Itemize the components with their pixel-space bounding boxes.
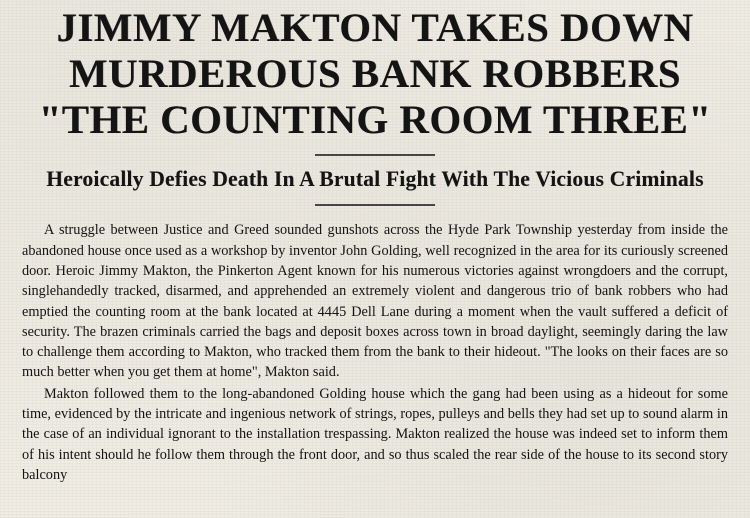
article-body	[16, 220, 734, 485]
headline-line-2: MURDEROUS BANK ROBBERS	[69, 50, 681, 96]
headline	[16, 5, 734, 142]
divider-rule-top	[315, 154, 435, 156]
divider-rule-bottom	[315, 204, 435, 206]
article-paragraph-2: Makton followed them to the long-abandoned Golding house which the gang had been using as a hideout for some time, evidenced by the intricate and ingenious network of strings, ropes, pulleys and bells they had set up to sound alarm in the case of an individual ignorant to the installation trespassing. Makton realized the house was indeed set to inform them of his intent should he follow them through the front door, and so thus scaled the rear side of the house to its second story balcony	[22, 385, 728, 483]
article-paragraph-1: A struggle between Justice and Greed sounded gunshots across the Hyde Park Township yesterday from inside the abandoned house once used as a workshop by inventor John Golding, well recognized in the area for its curiously screened door. Heroic Jimmy Makton, the Pinkerton Agent known for his numerous victories against wrongdoers and the corrupt, singlehandedly tracked, disarmed, and apprehended an extremely violent and dangerous trio of bank robbers who had emptied the counting room at the bank located at 4445 Dell Lane during a moment when the vault suffered a deficit of security. The brazen criminals carried the bags and deposit boxes across town in broad daylight, seemingly daring the law to challenge them according to Makton, who tracked them from the bank to their hideout. "The looks on their faces are so much better when you get them at home", Makton said.	[22, 222, 728, 381]
subheadline: Heroically Defies Death In A Brutal Fight With The Vicious Criminals	[46, 166, 704, 192]
headline-line-1: JIMMY MAKTON TAKES DOWN	[56, 5, 694, 50]
headline-line-3: "THE COUNTING ROOM THREE"	[38, 96, 712, 142]
